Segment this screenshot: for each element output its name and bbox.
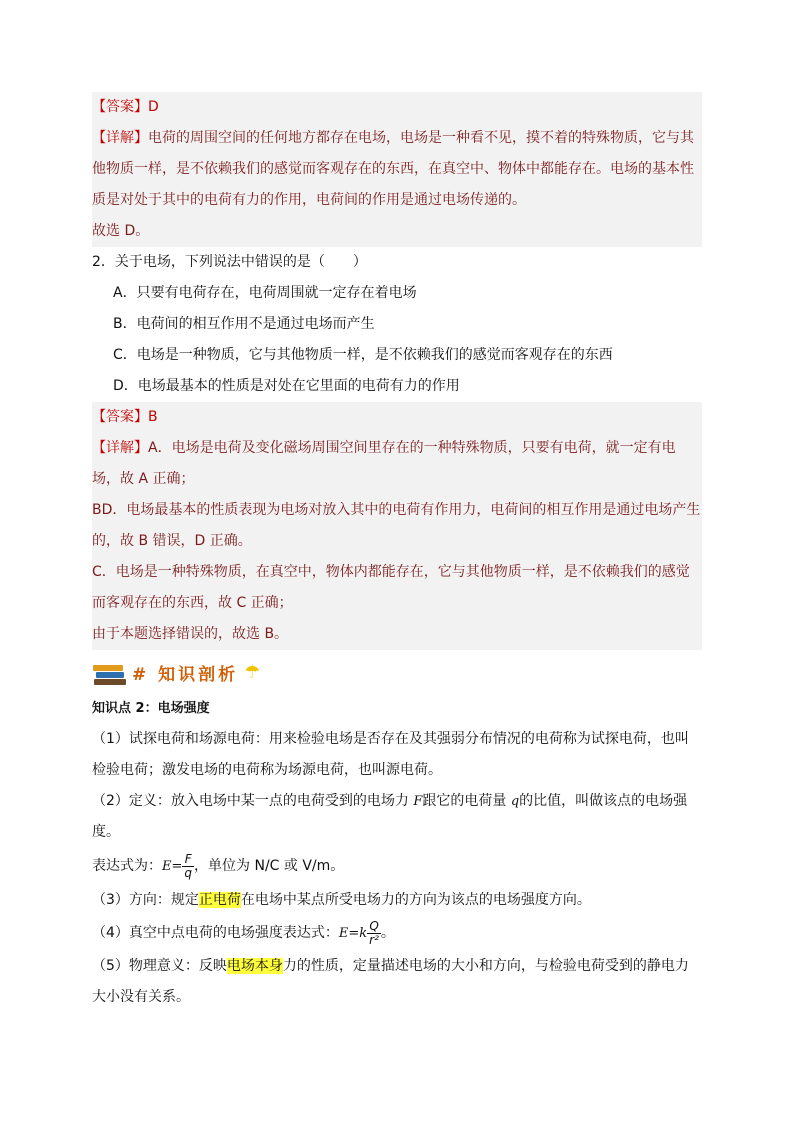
fraction-numerator: Q — [367, 920, 381, 934]
detail-text: 电荷的周围空间的任何地方都存在电场，电场是一种看不见，摸不着的特殊物质，它与其他物质一样，是不依赖我们的感觉而客观存在的东西，在真空中、物体中都能存在。电场的基本性质是对处于其中的电荷有力的作用，电荷间的作用是通过电场传递的。 — [92, 130, 694, 208]
knowledge-item-3 — [92, 885, 702, 916]
option-d: D．电场最基本的性质是对处在它里面的电荷有力的作用 — [113, 378, 460, 394]
formula-E-k: E=k — [338, 926, 368, 941]
answer-line-2 — [92, 402, 702, 433]
fraction-denominator: r² — [369, 932, 379, 947]
detail-text-a: A．电场是电荷及变化磁场周围空间里存在的一种特殊物质，只要有电荷，就一定有电场，故 A 正确； — [92, 440, 676, 487]
detail-paragraph-1 — [92, 123, 702, 216]
item4-text-post: 。 — [380, 925, 395, 941]
symbol-q: q — [510, 794, 520, 809]
knowledge-banner — [92, 650, 702, 694]
item3-text-post: 在电场中某点所受电场力的方向为该点的电场强度方向。 — [240, 892, 591, 908]
detail-label: 【详解】 — [92, 130, 148, 146]
knowledge-point-title: 知识点 2：电场强度 — [92, 701, 210, 716]
expression-line — [92, 848, 702, 885]
detail-conclusion-1: 故选 D。 — [92, 223, 150, 239]
item2-text-pre: （2）定义：放入电场中某一点的电荷受到的电场力 — [92, 793, 414, 809]
item5-text-post: 力的性质，定量描述电场的大小和方向，与检验电荷受到的静电力大小没有关系。 — [92, 958, 689, 1005]
detail-conclusion-2: 由于本题选择错误的，故选 B。 — [92, 626, 289, 642]
answer-label: 【答案】 — [92, 99, 148, 115]
highlight-positive-charge: 正电荷 — [198, 892, 241, 908]
answer-block-1 — [92, 92, 702, 247]
item2-text-mid: 跟它的电荷量 — [422, 793, 511, 809]
formula-fraction-Q-r2 — [367, 920, 381, 947]
answer-value: B — [148, 409, 158, 425]
item4-text-pre: （4）真空中点电荷的电场强度表达式： — [92, 925, 339, 941]
knowledge-item-1: （1）试探电荷和场源电荷：用来检验电场是否存在及其强弱分布情况的电荷称为试探电荷，也叫检验电荷；激发电场的电荷称为场源电荷，也叫源电荷。 — [92, 731, 689, 778]
detail-label: 【详解】 — [92, 440, 148, 456]
item3-text-pre: （3）方向：规定 — [92, 892, 199, 908]
knowledge-item-2 — [92, 786, 702, 848]
detail-paragraph-2c: C．电场是一种特殊物质，在真空中，物体内都能存在，它与其他物质一样，是不依赖我们的感觉而客观存在的东西，故 C 正确； — [92, 564, 690, 611]
answer-line-1 — [92, 92, 702, 123]
answer-value: D — [148, 99, 159, 115]
answer-label: 【答案】 — [92, 409, 148, 425]
question-2-stem: 2．关于电场，下列说法中错误的是（ ） — [92, 254, 367, 270]
banner-title: # 知识剖析 — [132, 664, 239, 685]
highlight-field-itself: 电场本身 — [226, 958, 283, 974]
option-c: C．电场是一种物质，它与其他物质一样，是不依赖我们的感觉而客观存在的东西 — [113, 347, 613, 363]
formula-fraction — [182, 853, 194, 880]
fraction-denominator: q — [184, 865, 193, 880]
item5-text-pre: （5）物理意义：反映 — [92, 958, 227, 974]
option-a: A．只要有电荷存在，电荷周围就一定存在着电场 — [113, 285, 417, 301]
fraction-numerator: F — [182, 853, 194, 867]
expression-unit: ，单位为 N/C 或 V/m。 — [194, 858, 345, 874]
formula-E: E= — [162, 859, 183, 874]
symbol-F: F — [413, 794, 423, 809]
item2-text-post: 的比值，叫做该点的电场强度。 — [92, 793, 688, 840]
umbrella-icon: ☂ — [244, 661, 261, 683]
expression-label: 表达式为： — [92, 858, 162, 874]
detail-paragraph-2a — [92, 433, 702, 495]
knowledge-item-5 — [92, 951, 702, 1013]
knowledge-item-4 — [92, 916, 702, 951]
books-icon — [92, 659, 128, 685]
detail-paragraph-2bd: BD．电场最基本的性质表现为电场对放入其中的电荷有作用力，电荷间的相互作用是通过电场产生的，故 B 错误，D 正确。 — [92, 502, 701, 549]
option-b: B．电荷间的相互作用不是通过电场而产生 — [113, 316, 375, 332]
answer-block-2 — [92, 402, 702, 650]
document-page — [92, 92, 702, 1013]
